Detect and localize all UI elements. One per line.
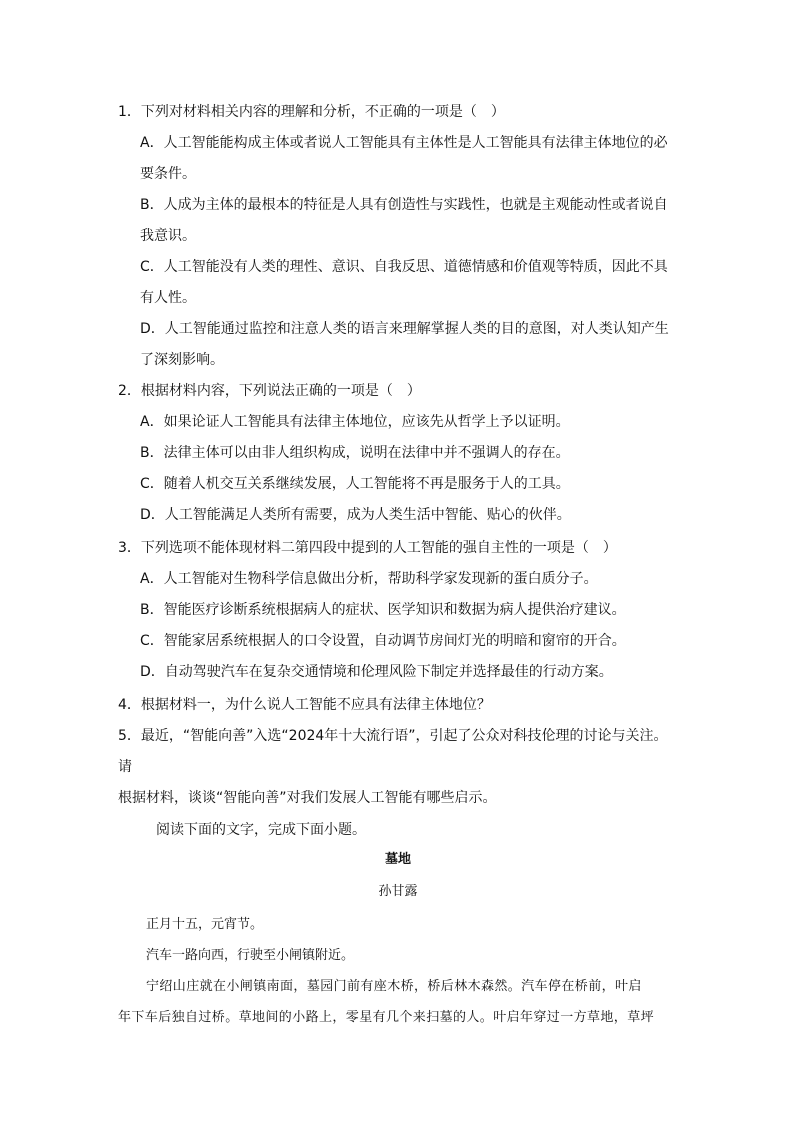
passage-paragraph: 宁绍山庄就在小闸镇南面，墓园门前有座木桥，桥后林木森然。汽车停在桥前，叶启 bbox=[146, 979, 642, 994]
question-1 bbox=[118, 97, 678, 376]
question-stem: 5．最近，“智能向善”入选“2024年十大流行语”，引起了公众对科技伦理的讨论与关注。请 bbox=[118, 728, 668, 775]
question-stem: 4．根据材料一，为什么说人工智能不应具有法律主体地位？ bbox=[118, 697, 491, 713]
option-c: C．智能家居系统根据人的口令设置，自动调节房间灯光的明暗和窗帘的开合。 bbox=[140, 633, 626, 649]
reading-instruction: 阅读下面的文字，完成下面小题。 bbox=[156, 822, 366, 838]
question-4 bbox=[118, 690, 678, 721]
question-stem: 2．根据材料内容，下列说法正确的一项是（ ） bbox=[118, 383, 421, 399]
passage-author: 孙甘露 bbox=[378, 884, 418, 899]
option-b-line2: 我意识。 bbox=[140, 228, 196, 244]
question-3 bbox=[118, 533, 678, 688]
question-stem: 1．下列对材料相关内容的理解和分析，不正确的一项是（ ） bbox=[118, 104, 505, 120]
option-d: D．人工智能满足人类所有需要，成为人类生活中智能、贴心的伙伴。 bbox=[140, 507, 571, 523]
option-c: C．随着人机交互关系继续发展，人工智能将不再是服务于人的工具。 bbox=[140, 476, 570, 492]
option-d-line1: D．人工智能通过监控和注意人类的语言来理解掌握人类的目的意图，对人类认知产生 bbox=[140, 321, 669, 337]
option-a: A．如果论证人工智能具有法律主体地位，应该先从哲学上予以证明。 bbox=[140, 414, 570, 430]
option-c-line1: C．人工智能没有人类的理性、意识、自我反思、道德情感和价值观等特质，因此不具 bbox=[140, 259, 668, 275]
question-2 bbox=[118, 376, 678, 531]
passage-paragraph: 正月十五，元宵节。 bbox=[146, 917, 264, 932]
option-d-line2: 了深刻影响。 bbox=[140, 352, 224, 368]
question-stem: 3．下列选项不能体现材料二第四段中提到的人工智能的强自主性的一项是（ ） bbox=[118, 540, 617, 556]
passage-paragraph: 汽车一路向西，行驶至小闸镇附近。 bbox=[146, 948, 355, 963]
question-5 bbox=[118, 721, 678, 814]
option-a-line1: A．人工智能能构成主体或者说人工智能具有主体性是人工智能具有法律主体地位的必 bbox=[140, 135, 668, 151]
passage-title: 墓地 bbox=[384, 852, 411, 867]
option-c-line2: 有人性。 bbox=[140, 290, 196, 306]
passage-paragraph: 年下车后独自过桥。草地间的小路上，零星有几个来扫墓的人。叶启年穿过一方草地，草坪 bbox=[118, 1010, 655, 1025]
option-a-line2: 要条件。 bbox=[140, 166, 196, 182]
option-b-line1: B．人成为主体的最根本的特征是人具有创造性与实践性，也就是主观能动性或者说自 bbox=[140, 197, 668, 213]
option-b: B．法律主体可以由非人组织构成，说明在法律中并不强调人的存在。 bbox=[140, 445, 570, 461]
option-a: A．人工智能对生物科学信息做出分析，帮助科学家发现新的蛋白质分子。 bbox=[140, 571, 598, 587]
passage-body bbox=[118, 909, 684, 1033]
option-d: D．自动驾驶汽车在复杂交通情境和伦理风险下制定并选择最佳的行动方案。 bbox=[140, 664, 613, 680]
option-b: B．智能医疗诊断系统根据病人的症状、医学知识和数据为病人提供治疗建议。 bbox=[140, 602, 626, 618]
question-stem-continuation: 根据材料，谈谈“智能向善”对我们发展人工智能有哪些启示。 bbox=[118, 790, 497, 806]
